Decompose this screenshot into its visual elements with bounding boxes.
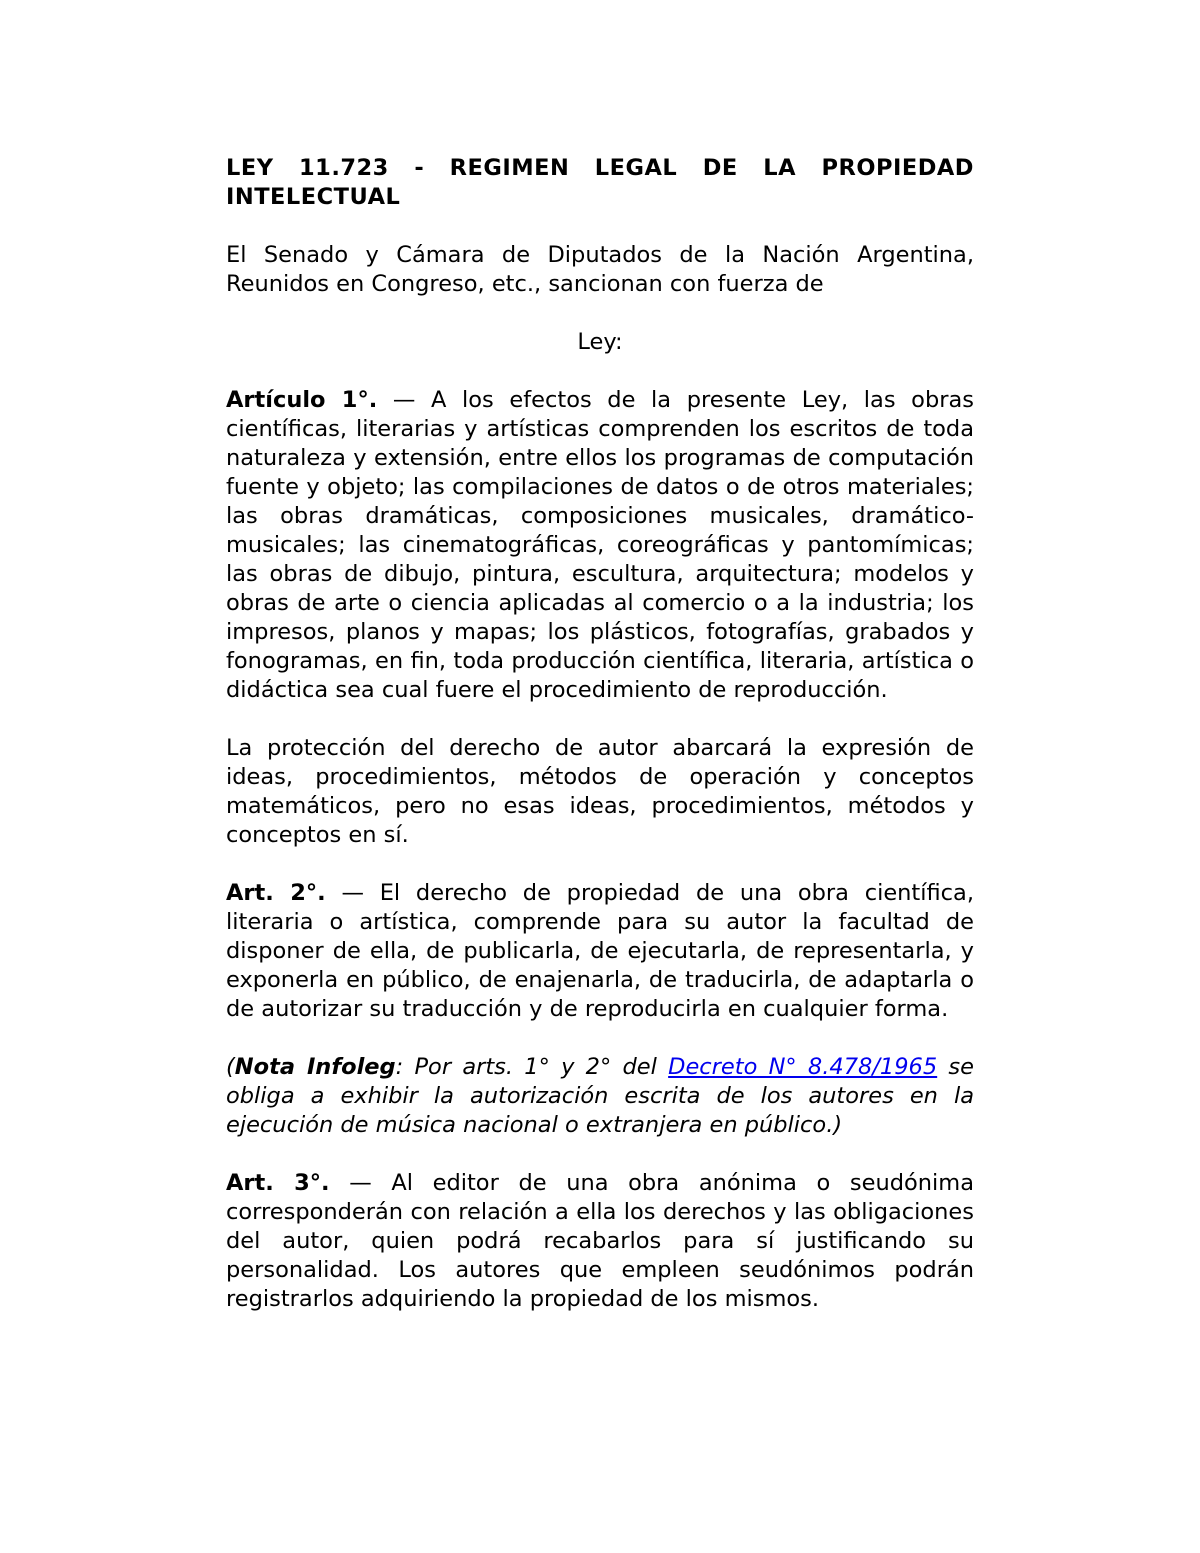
note-label: Nota Infoleg	[234, 1054, 396, 1080]
note-text-after-link: se obliga a exhibir la autorización escrita de los autores en la ejecución de música nacional o extranjera en público.)	[226, 1054, 975, 1138]
article-2-text: — El derecho de propiedad de una obra científica, literaria o artística, comprende para su autor la facultad de disponer de ella, de publicarla, de ejecutarla, de representarla, y exponerla en público, de enajenarla, de traducirla, de adaptarla o de autorizar su traducción y de reproducirla en cualquier forma.	[226, 880, 974, 1022]
article-3	[226, 1169, 974, 1314]
article-1-text: — A los efectos de la presente Ley, las obras científicas, literarias y artísticas comprenden los escritos de toda naturaleza y extensión, entre ellos los programas de computación fuente y objeto; las compilaciones de datos o de otros materiales; las obras dramáticas, composiciones musicales, dramático-musicales; las cinematográficas, coreográficas y pantomímicas; las obras de dibujo, pintura, escultura, arquitectura; modelos y obras de arte o ciencia aplicadas al comercio o a la industria; los impresos, planos y mapas; los plásticos, fotografías, grabados y fonogramas, en fin, toda producción científica, literaria, artística o didáctica sea cual fuere el procedimiento de reproducción.	[226, 387, 974, 703]
article-1-paragraph-2: La protección del derecho de autor abarcará la expresión de ideas, procedimientos, métodos de operación y conceptos matemáticos, pero no esas ideas, procedimientos, métodos y conceptos en sí.	[226, 735, 974, 848]
article-3-text: — Al editor de una obra anónima o seudónima corresponderán con relación a ella los derechos y las obligaciones del autor, quien podrá recabarlos para sí justificando su personalidad. Los autores que empleen seudónimos podrán registrarlos adquiriendo la propiedad de los mismos.	[226, 1170, 974, 1312]
document-page	[226, 154, 974, 1314]
article-1-label: Artículo 1°.	[226, 387, 378, 413]
article-2	[226, 879, 974, 1024]
decreto-link[interactable]: Decreto N° 8.478/1965	[668, 1054, 938, 1080]
article-1	[226, 386, 974, 705]
article-3-label: Art. 3°.	[226, 1170, 330, 1196]
document-title: LEY 11.723 - REGIMEN LEGAL DE LA PROPIEDAD INTELECTUAL	[226, 155, 974, 210]
article-2-label: Art. 2°.	[226, 880, 326, 906]
note-open-paren: (	[226, 1054, 235, 1080]
note-text-before-link: : Por arts. 1° y 2° del	[395, 1054, 669, 1080]
infoleg-note	[226, 1053, 974, 1140]
ley-label: Ley:	[577, 329, 623, 355]
preamble: El Senado y Cámara de Diputados de la Nación Argentina, Reunidos en Congreso, etc., sancionan con fuerza de	[226, 242, 974, 297]
